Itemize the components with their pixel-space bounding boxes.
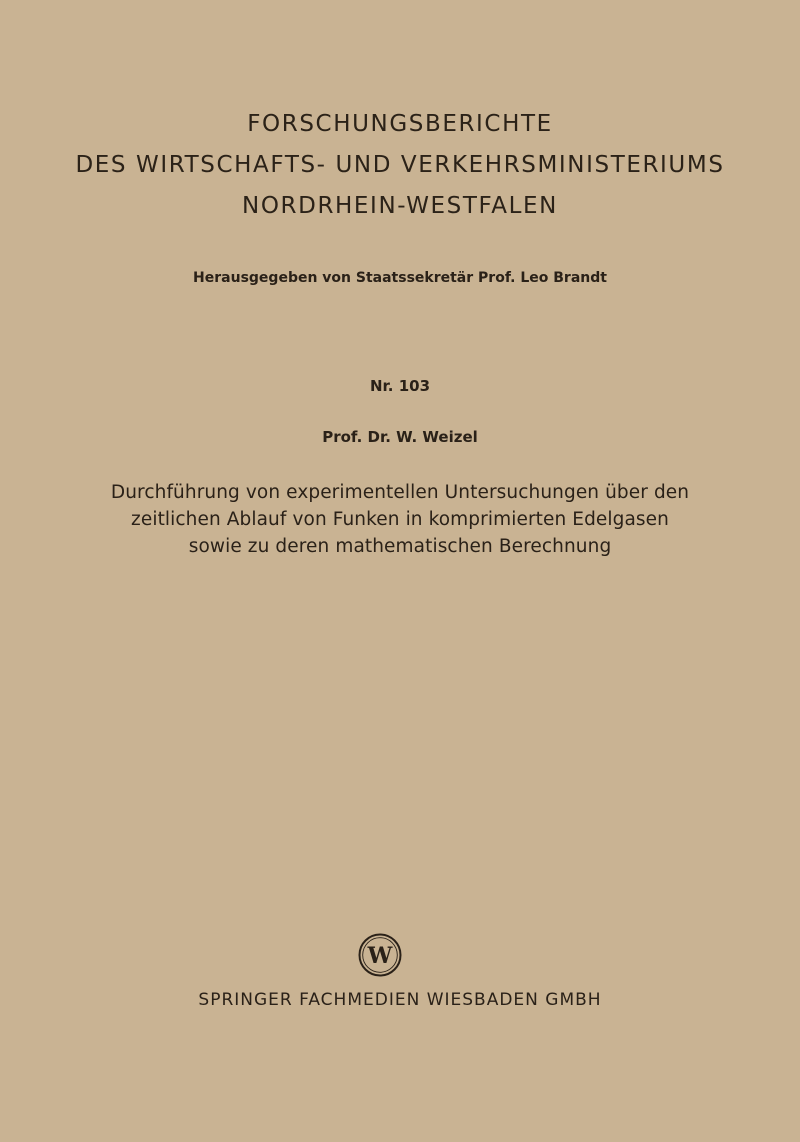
book-title-line-3: sowie zu deren mathematischen Berechnung	[188, 536, 612, 557]
book-title-line-2: zeitlichen Ablauf von Funken in komprimierten Edelgasen	[131, 509, 669, 530]
series-title-line-2: DES WIRTSCHAFTS- UND VERKEHRSMINISTERIUMS	[75, 152, 725, 178]
logo-letter: W	[367, 943, 393, 969]
editor-credit: Herausgegeben von Staatssekretär Prof. Leo Brandt	[193, 270, 607, 286]
springer-w-logo-icon	[357, 932, 403, 978]
book-title-line-1: Durchführung von experimentellen Untersuchungen über den	[110, 482, 690, 503]
author-name: Prof. Dr. W. Weizel	[322, 428, 478, 446]
report-number: Nr. 103	[369, 377, 431, 395]
publisher-name: SPRINGER FACHMEDIEN WIESBADEN GMBH	[198, 990, 602, 1010]
series-title-line-1: FORSCHUNGSBERICHTE	[247, 111, 553, 137]
series-title-line-3: NORDRHEIN-WESTFALEN	[242, 193, 558, 219]
